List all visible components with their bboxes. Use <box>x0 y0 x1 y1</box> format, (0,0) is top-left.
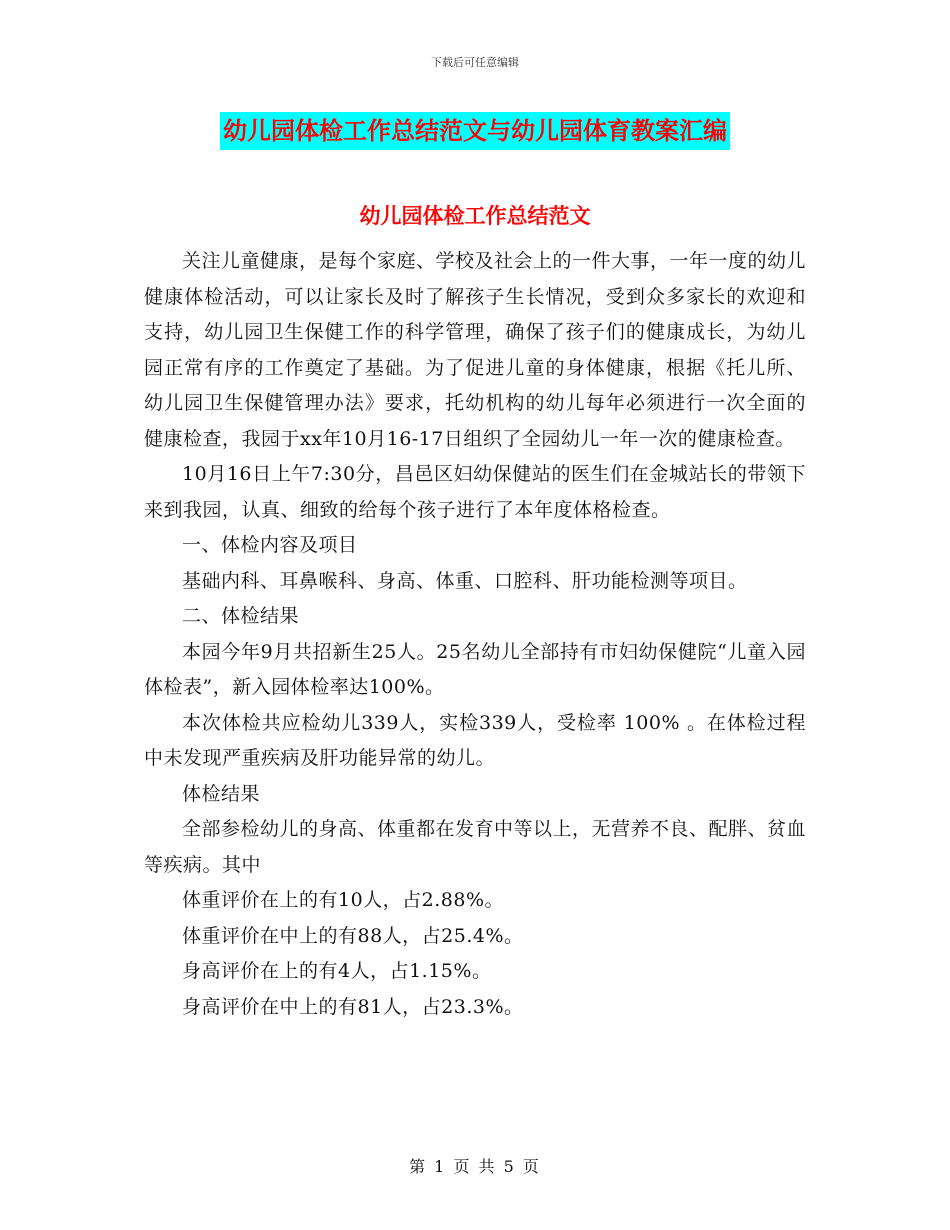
paragraph: 本园今年9月共招新生25人。25名幼儿全部持有市妇幼保健院“儿童入园体检表”，新入园体检率达100%。 <box>144 640 806 698</box>
paragraph: 体重评价在中上的有88人，占25.4%。 <box>182 924 524 947</box>
paragraph: 基础内科、耳鼻喉科、身高、体重、口腔科、肝功能检测等项目。 <box>182 569 748 592</box>
document-title-text: 幼儿园体检工作总结范文与幼儿园体育教案汇编 <box>220 112 730 150</box>
paragraph: 全部参检幼儿的身高、体重都在发育中等以上，无营养不良、配胖、贫血等疾病。其中 <box>144 818 807 876</box>
paragraph: 体重评价在上的有10人，占2.88%。 <box>182 889 505 911</box>
page-indicator: 第 1 页 共 5 页 <box>409 1157 541 1176</box>
document-title <box>0 112 950 150</box>
paragraph: 10月16日上午7:30分，昌邑区妇幼保健站的医生们在金城站长的带领下来到我园，认真、细致的给每个孩子进行了本年度体格检查。 <box>144 463 806 521</box>
paragraph: 身高评价在上的有4人，占1.15%。 <box>182 960 492 982</box>
paragraph: 本次体检共应检幼儿339人，实检339人，受检率 100% 。在体检过程中未发现严重疾病及肝功能异常的幼儿。 <box>144 711 806 769</box>
paragraph: 关注儿童健康，是每个家庭、学校及社会上的一件大事，一年一度的幼儿健康体检活动，可以让家长及时了解孩子生长情况，受到众多家长的欢迎和支持，幼儿园卫生保健工作的科学管理，确保了孩子们的健康成长，为幼儿园正常有序的工作奠定了基础。为了促进儿童的身体健康，根据《托儿所、幼儿园卫生保健管理办法》要求，托幼机构的幼儿每年必须进行一次全面的健康检查，我园于xx年10月16-17日组织了全园幼儿一年一次的健康检查。 <box>144 250 807 450</box>
paragraph: 一、体检内容及项目 <box>182 534 358 556</box>
paragraph: 身高评价在中上的有81人，占23.3%。 <box>182 995 524 1018</box>
section-title: 幼儿园体检工作总结范文 <box>359 203 591 228</box>
document-body <box>144 244 806 1025</box>
paragraph: 体检结果 <box>182 782 261 805</box>
paragraph: 二、体检结果 <box>182 605 300 627</box>
header-note: 下载后可任意编辑 <box>431 56 519 69</box>
